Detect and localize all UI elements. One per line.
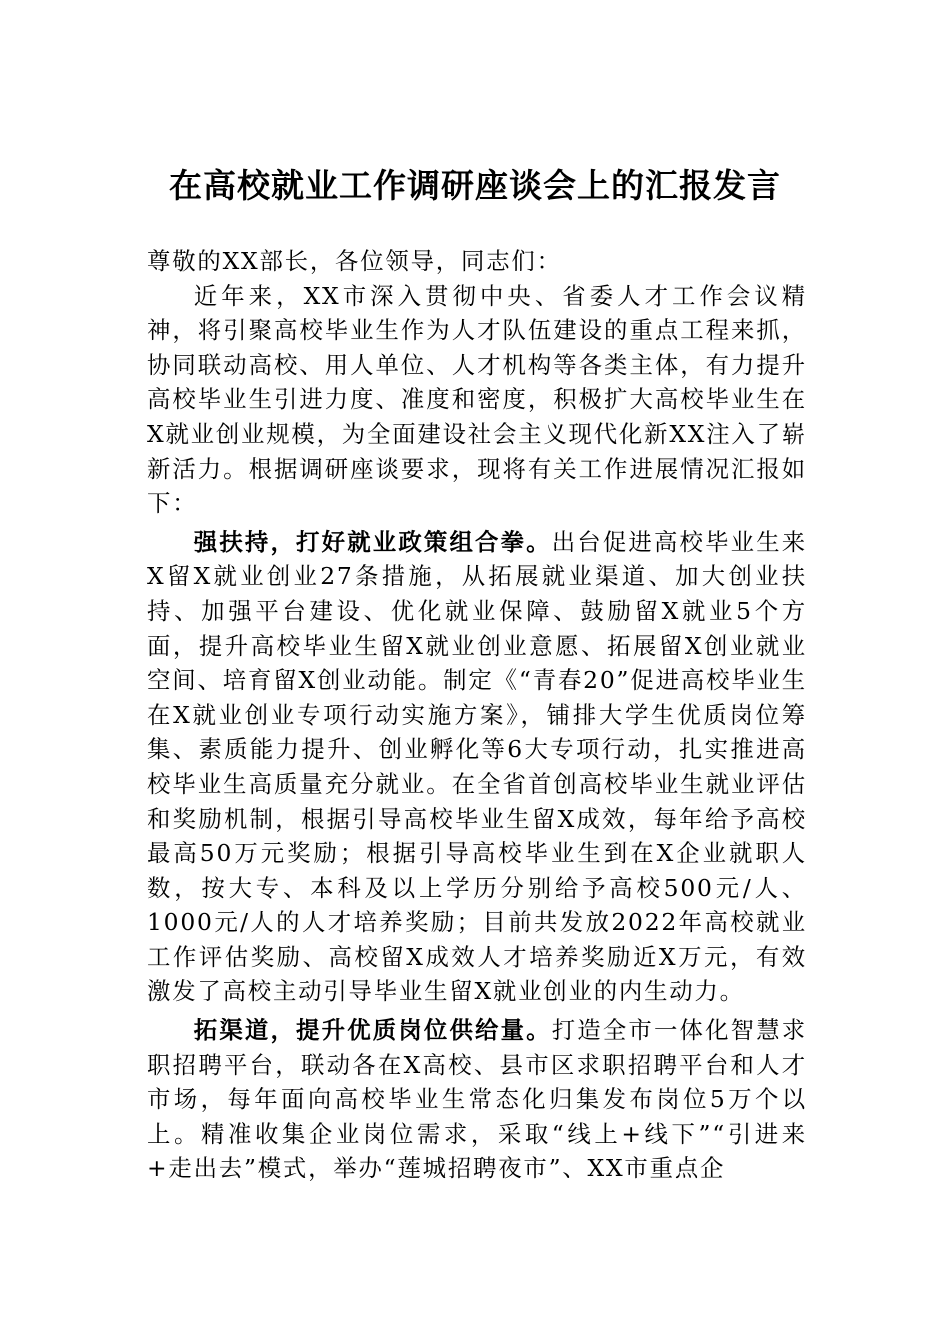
section-1-text: 出台促进高校毕业生来X留X就业创业27条措施，从拓展就业渠道、加大创业扶持、加强平台建设、优化就业保障、鼓励留X就业5个方面，提升高校毕业生留X就业创业意愿、拓展留X创业就业空间、培育留X创业动能。制定《“青春20”促进高校毕业生在X就业创业专项行动实施方案》，铺排大学生优质岗位筹集、素质能力提升、创业孵化等6大专项行动，扎实推进高校毕业生高质量充分就业。在全省首创高校毕业生就业评估和奖励机制，根据引导高校毕业生留X成效，每年给予高校最高50万元奖励；根据引导高校毕业生到在X企业就职人数，按大专、本科及以上学历分别给予高校500元/人、1000元/人的人才培养奖励；目前共发放2022年高校就业工作评估奖励、高校留X成效人才培养奖励近X万元，有效激发了高校主动引导毕业生留X就业创业的内生动力。 — [147, 527, 807, 1006]
section-2-paragraph — [147, 1013, 807, 1186]
salutation: 尊敬的XX部长，各位领导，同志们： — [147, 247, 562, 275]
section-1-paragraph — [147, 525, 807, 1009]
document-body — [147, 244, 807, 1186]
section-1-heading: 强扶持，打好就业政策组合拳。 — [193, 527, 552, 556]
section-2-heading: 拓渠道，提升优质岗位供给量。 — [193, 1016, 552, 1045]
document-title: 在高校就业工作调研座谈会上的汇报发言 — [169, 166, 781, 205]
intro-paragraph: 近年来，XX市深入贯彻中央、省委人才工作会议精神，将引聚高校毕业生作为人才队伍建设的重点工程来抓，协同联动高校、用人单位、人才机构等各类主体，有力提升高校毕业生引进力度、准度和密度，积极扩大高校毕业生在X就业创业规模，为全面建设社会主义现代化新XX注入了崭新活力。根据调研座谈要求，现将有关工作进展情况汇报如下： — [147, 281, 807, 518]
section-2-text: 打造全市一体化智慧求职招聘平台，联动各在X高校、县市区求职招聘平台和人才市场，每年面向高校毕业生常态化归集发布岗位5万个以上。精准收集企业岗位需求，采取“线上+线下”“引进来+走出去”模式，举办“莲城招聘夜市”、XX市重点企 — [147, 1016, 807, 1183]
